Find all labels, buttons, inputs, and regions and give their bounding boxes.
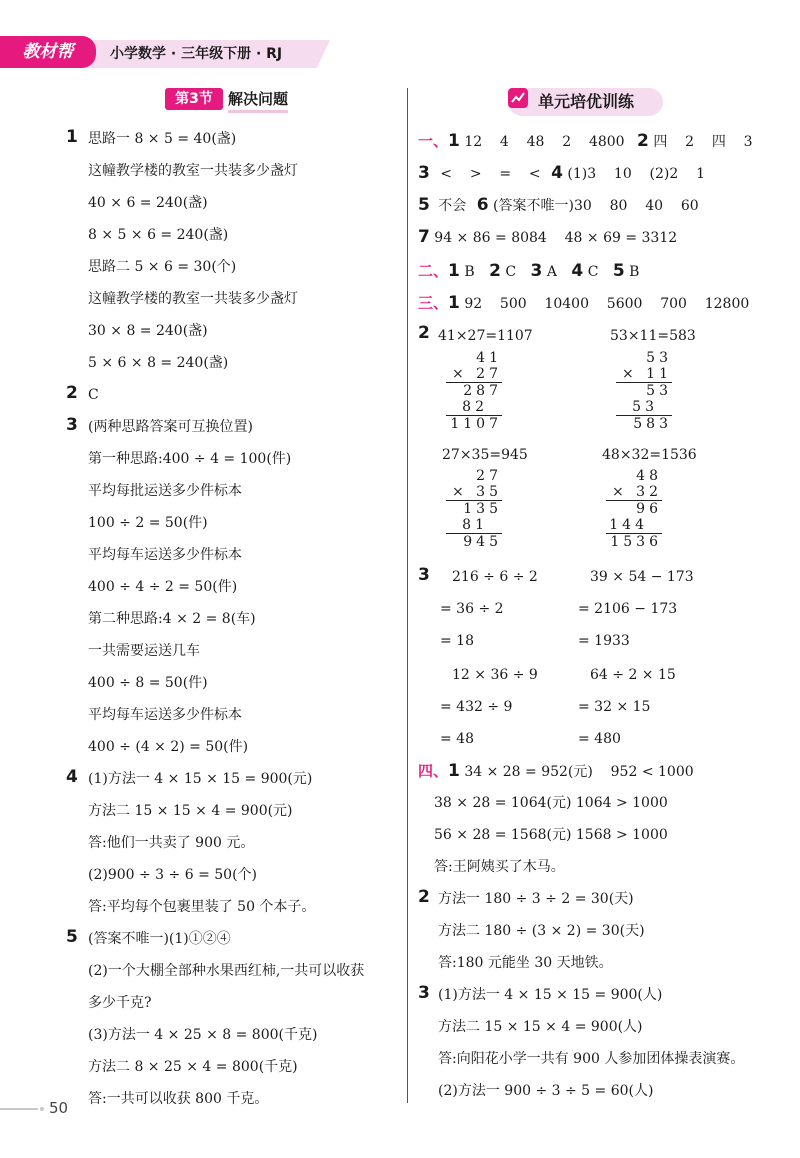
answer-line: 40 × 6 = 240(盏) (88, 195, 208, 211)
part-label: 四、 (418, 762, 449, 780)
answer-line: (2)方法一 900 ÷ 3 ÷ 5 = 60(人) (438, 1083, 654, 1099)
answer-line: 第二种思路:4 × 2 = 8(车) (88, 611, 256, 627)
answer-text: C (587, 264, 599, 280)
calc-line: × 11 (616, 366, 672, 383)
question-number: 2 (66, 383, 78, 403)
book-title: 小学数学 · 三年级下册 · RJ (110, 46, 283, 62)
answer-line: 答:向阳花小学一共有 900 人参加团体操表演赛。 (438, 1051, 745, 1067)
answer-line: 答:王阿姨买了木马。 (434, 859, 565, 875)
question-number: 1 (66, 127, 78, 147)
answer-text: 12 4 48 2 4800 (464, 134, 625, 150)
answer-line: 思路一 8 × 5 = 40(盏) (88, 131, 237, 147)
question-number: 4 (66, 767, 78, 787)
calc-step: = 432 ÷ 9 (440, 699, 513, 715)
answer-line: 答:他们一共卖了 900 元。 (88, 835, 255, 851)
calc-line: 144 (606, 517, 662, 534)
answer-row (418, 762, 694, 781)
calc-line: 27 (476, 468, 502, 484)
calc-line: 53 (616, 399, 672, 416)
answer-text: 92 500 10400 5600 700 12800 (464, 296, 750, 312)
question-number: 2 (489, 261, 501, 281)
answer-row (418, 228, 677, 247)
answer-line: 方法二 8 × 25 × 4 = 800(千克) (88, 1059, 298, 1075)
calc-step: = 1933 (578, 633, 630, 649)
answer-line: 平均每车运送多少件标本 (88, 547, 242, 563)
question-number: 3 (66, 415, 78, 435)
answer-line: 400 ÷ (4 × 2) = 50(件) (88, 739, 249, 755)
calc-step: = 32 × 15 (578, 699, 651, 715)
answer-text: 94 × 86 = 8084 48 × 69 = 3312 (434, 230, 678, 246)
answer-line: 方法二 15 × 15 × 4 = 900(人) (438, 1019, 643, 1035)
answer-line: 400 ÷ 4 ÷ 2 = 50(件) (88, 579, 238, 595)
calc-step: 64 ÷ 2 × 15 (590, 667, 676, 683)
calc-line: 81 (446, 517, 502, 534)
calc-line: 53 (646, 350, 672, 366)
calc-line: 96 (636, 501, 662, 517)
footer-dot (40, 1107, 44, 1111)
answer-text: 34 × 28 = 952(元) 952 < 1000 (464, 764, 694, 780)
answer-line: (2)900 ÷ 3 ÷ 6 = 50(个) (88, 867, 257, 883)
answer-line: (两种思路答案可互换位置) (88, 419, 253, 435)
answer-line: (答案不唯一)(1)①②④ (88, 931, 231, 947)
answer-text: A (546, 264, 557, 280)
question-number: 1 (448, 293, 460, 313)
calc-step: = 18 (440, 633, 474, 649)
calc-step: 39 × 54 − 173 (590, 569, 694, 585)
vertical-calc (446, 468, 502, 550)
equation: 27×35=945 (442, 447, 528, 463)
section-badge: 第3节 (165, 88, 223, 110)
answer-line: 方法二 180 ÷ (3 × 2) = 30(天) (438, 923, 645, 939)
answer-line: 第一种思路:400 ÷ 4 = 100(件) (88, 451, 292, 467)
calc-line: × 35 (446, 484, 502, 501)
calc-step: 12 × 36 ÷ 9 (452, 667, 538, 683)
chart-icon (508, 88, 528, 108)
answer-text: B (464, 264, 475, 280)
answer-line: C (88, 387, 99, 403)
answer-line: 400 ÷ 8 = 50(件) (88, 675, 208, 691)
question-number: 5 (418, 195, 430, 215)
section-title: 解决问题 (228, 88, 288, 113)
column-divider (407, 88, 408, 1103)
calc-line: × 27 (446, 366, 502, 383)
answer-line: 平均每车运送多少件标本 (88, 707, 242, 723)
question-number: 4 (571, 261, 584, 281)
equation: 48×32=1536 (602, 447, 697, 463)
question-number: 2 (418, 887, 430, 907)
part-label: 三、 (418, 294, 449, 312)
answer-line: 100 ÷ 2 = 50(件) (88, 515, 208, 531)
question-number: 5 (612, 261, 625, 281)
part-label: 二、 (418, 262, 449, 280)
answer-line: (3)方法一 4 × 25 × 8 = 800(千克) (88, 1027, 318, 1043)
calc-line: 53 (646, 383, 672, 399)
answer-line: 多少千克? (88, 995, 152, 1011)
question-number: 5 (66, 927, 78, 947)
answer-line: 8 × 5 × 6 = 240(盏) (88, 227, 229, 243)
answer-line: 答:平均每个包裹里装了 50 个本子。 (88, 899, 316, 915)
equation: 53×11=583 (610, 328, 696, 344)
question-number: 2 (637, 131, 649, 151)
answer-row (418, 294, 749, 313)
question-number: 2 (418, 323, 430, 343)
answer-line: 这幢教学楼的教室一共装多少盏灯 (88, 291, 298, 307)
answer-row (418, 262, 639, 281)
part-label: 一、 (418, 132, 449, 150)
question-number: 1 (448, 761, 460, 781)
vertical-calc (606, 468, 662, 550)
answer-text: 不会 (438, 198, 467, 214)
question-number: 4 (551, 163, 563, 183)
vertical-calc (446, 350, 502, 432)
answer-text: B (629, 264, 640, 280)
answer-row (418, 132, 753, 151)
vertical-calc (616, 350, 672, 432)
unit-title: 单元培优训练 (538, 92, 635, 111)
answer-line: 思路二 5 × 6 = 30(个) (88, 259, 237, 275)
calc-line: 48 (636, 468, 662, 484)
answer-line: 答:一共可以收获 800 千克。 (88, 1091, 269, 1107)
answer-line: (2)一个大棚全部种水果西红柿,一共可以收获 (88, 963, 365, 979)
answer-line: (1)方法一 4 × 15 × 15 = 900(人) (438, 987, 663, 1003)
brand-tag: 教材帮 (0, 36, 96, 68)
answer-line: 56 × 28 = 1568(元) 1568 > 1000 (434, 827, 668, 843)
equation: 41×27=1107 (438, 328, 533, 344)
question-number: 1 (448, 131, 460, 151)
calc-line: 945 (463, 534, 502, 550)
answer-text: (答案不唯一)30 80 40 60 (493, 198, 699, 214)
question-number: 3 (418, 983, 430, 1003)
calc-line: × 32 (606, 484, 662, 501)
answer-line: 答:180 元能坐 30 天地铁。 (438, 955, 613, 971)
calc-line: 82 (446, 399, 502, 416)
page-number: 50 (49, 1099, 69, 1117)
answer-line: 一共需要运送几车 (88, 643, 200, 659)
calc-line: 1107 (450, 416, 502, 432)
question-number: 3 (530, 261, 543, 281)
answer-line: 5 × 6 × 8 = 240(盏) (88, 355, 229, 371)
question-number: 1 (448, 261, 460, 281)
answer-line: 平均每批运送多少件标本 (88, 483, 242, 499)
calc-line: 287 (463, 383, 502, 399)
calc-step: = 36 ÷ 2 (440, 601, 504, 617)
calc-step: 216 ÷ 6 ÷ 2 (452, 569, 538, 585)
question-number: 3 (418, 163, 430, 183)
answer-line: 方法一 180 ÷ 3 ÷ 2 = 30(天) (438, 891, 634, 907)
calc-line: 135 (463, 501, 502, 517)
answer-line: (1)方法一 4 × 15 × 15 = 900(元) (88, 771, 313, 787)
footer-rule (0, 1108, 38, 1110)
calc-line: 583 (633, 416, 672, 432)
calc-line: 41 (476, 350, 502, 366)
question-number: 3 (418, 565, 430, 585)
calc-step: = 2106 − 173 (578, 601, 678, 617)
calc-step: = 48 (440, 731, 474, 747)
answer-line: 这幢教学楼的教室一共装多少盏灯 (88, 163, 298, 179)
calc-step: = 480 (578, 731, 621, 747)
answer-row (418, 196, 699, 215)
calc-line: 1536 (610, 534, 662, 550)
answer-text: 四 2 四 3 (653, 134, 753, 150)
answer-text: C (505, 264, 517, 280)
answer-line: 30 × 8 = 240(盏) (88, 323, 208, 339)
question-number: 6 (476, 195, 489, 215)
answer-text: (1)3 10 (2)2 1 (567, 166, 705, 182)
answer-row (418, 164, 705, 183)
question-number: 7 (418, 227, 430, 247)
answer-line: 方法二 15 × 15 × 4 = 900(元) (88, 803, 293, 819)
answer-text: < > = < (440, 166, 541, 182)
answer-line: 38 × 28 = 1064(元) 1064 > 1000 (434, 795, 668, 811)
